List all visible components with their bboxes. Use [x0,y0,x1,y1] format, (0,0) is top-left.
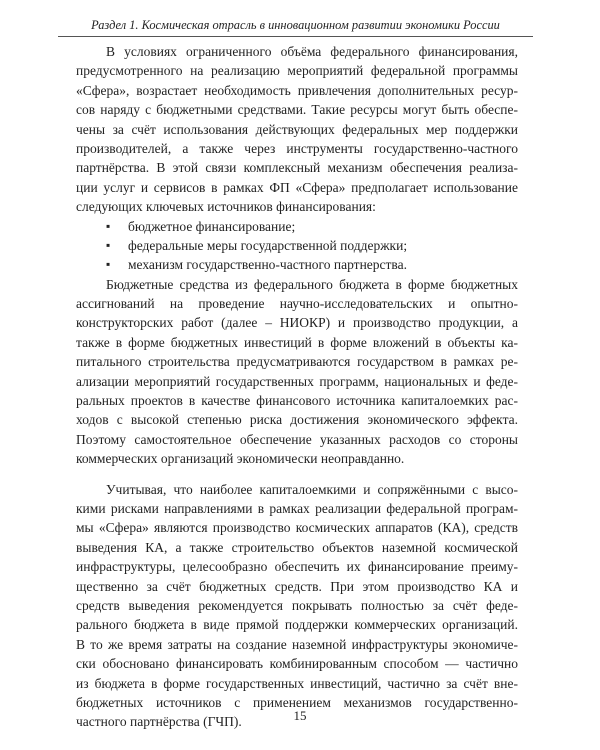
text-line: рального бюджета в виде прямой поддержки коммерческих организаций. [76,617,518,633]
text-line: частного партнёрства (ГЧП). [76,714,242,730]
text-line: чены за счёт использования действующих федеральных мер поддержки [76,121,518,137]
paragraph-1 [76,42,518,217]
bullet-list [76,217,518,275]
text-line: Поэтому самостоятельное обеспечение указанных расходов со стороны [76,431,518,447]
text-line: ции услуг и сервисов в рамках ФП «Сфера» предполагает использование [76,179,518,195]
paragraph-3 [76,480,518,732]
text-line: ходов с высокой степенью риска достижения экономического эффекта. [76,412,518,428]
list-item [106,217,518,236]
text-line: производителей, а также через инструменты государственно-частного [76,140,518,156]
header-rule [58,36,533,37]
text-line: В то же время затраты на создание наземной инфраструктуры экономиче- [76,636,518,652]
text-line: «Сфера», возрастает необходимость привлечения дополнительных ресур- [76,82,518,98]
text-line: питального строительства предусматриваются государством в рамках ре- [76,354,518,370]
paragraph-gap [76,469,518,480]
body-text [76,42,518,732]
bullet-icon: ▪ [106,237,111,252]
list-item [106,236,518,255]
text-line: предусмотренного на реализацию мероприятий федеральной программы [76,63,518,79]
text-line: Бюджетные средства из федерального бюджета в форме бюджетных [106,276,518,292]
paragraph-2 [76,275,518,469]
text-line: из бюджета в форме государственных инвестиций, частично за счёт вне- [76,675,518,691]
text-line: инфраструктуры, целесообразно обеспечить их финансирование преиму- [76,559,518,575]
bullet-icon: ▪ [106,218,111,233]
text-line: ассигнований на проведение научно-исследовательских и опытно- [76,296,518,312]
text-line: коммерческих организаций экономически неоправданно. [76,451,405,467]
text-line: кими рисками направлениями в рамках реализации федеральной програм- [76,500,518,516]
list-item [106,255,518,274]
text-line: Учитывая, что наиболее капиталоемкими и сопряжёнными с высо- [106,481,518,497]
text-line: партнёрства. В этой связи комплексный механизм обеспечения реализа- [76,160,518,176]
list-item-text: механизм государственно-частного партнерства. [128,257,407,273]
list-item-text: федеральные меры государственной поддержки; [128,237,408,253]
running-header: Раздел 1. Космическая отрасль в инновационном развитии экономики России [91,18,500,32]
text-line: В условиях ограниченного объёма федерального финансирования, [106,44,518,59]
text-line: средств выведения рекомендуется покрывать полностью за счёт феде- [76,597,518,613]
text-line: ализации мероприятий государственных программ, национальных и феде- [76,373,518,389]
text-line: конструкторских работ (далее – НИОКР) и производство продукции, а [76,315,518,331]
text-line: мы «Сфера» являются производство космических аппаратов (КА), средств [76,520,518,536]
list-item-text: бюджетное финансирование; [128,218,296,234]
text-line: выведения КА, а также строительство объектов наземной космической [76,539,518,555]
bullet-icon: ▪ [106,257,111,272]
text-line: ральных проектов в качестве финансового источника капиталоемких рас- [76,393,518,409]
text-line: также в форме бюджетных инвестиций в форме вложений в объекты ка- [76,334,518,350]
text-line: сов наряду с бюджетными средствами. Такие ресурсы могут быть обеспе- [76,102,518,118]
page-number: 15 [293,708,307,723]
text-line: бюджетных источников с применением механизмов государственно- [76,694,518,710]
text-line: следующих ключевых источников финансирования: [76,199,376,215]
text-line: ски обосновано финансировать комбинированным способом — частично [76,656,518,672]
text-line: щественно за счёт бюджетных средств. При этом производство КА и [76,578,518,594]
